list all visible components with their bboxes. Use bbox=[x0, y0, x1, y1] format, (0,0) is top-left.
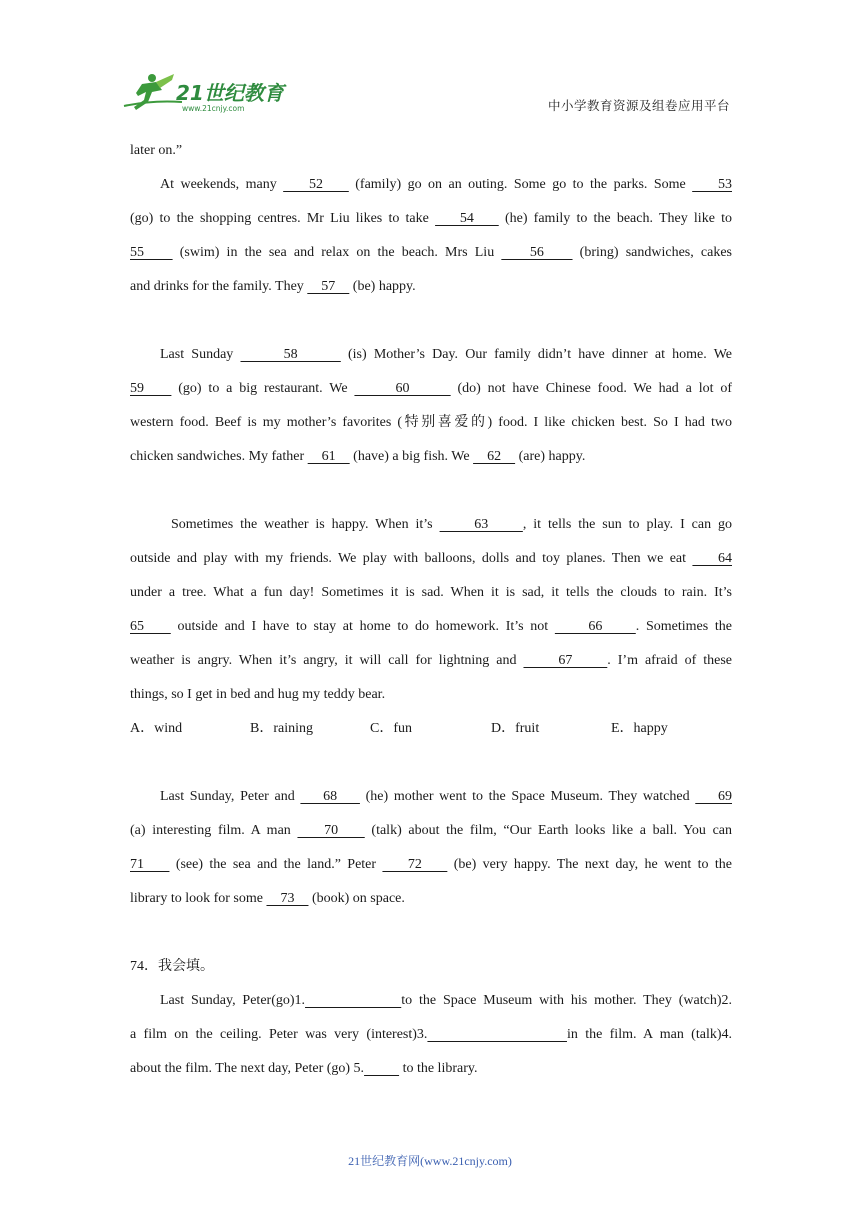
blank-64: 64 bbox=[692, 551, 732, 566]
svg-text:21世纪教育: 21世纪教育 bbox=[176, 81, 284, 105]
blank-55: 55 bbox=[130, 245, 173, 260]
passage-1-line-4: and drinks for the family. They 57 (be) happy. bbox=[130, 279, 416, 294]
blank-56: 56 bbox=[501, 245, 573, 260]
blank-60: 60 bbox=[354, 381, 451, 396]
blank-71: 71 bbox=[130, 857, 170, 872]
question-74-line-2: a film on the ceiling. Peter was very (interest)3. in the film. A man (talk)4. bbox=[130, 1027, 732, 1042]
blank-62: 62 bbox=[473, 449, 516, 464]
option-b: B．raining bbox=[250, 721, 313, 736]
passage-1-line-1: At weekends, many 52 (family) go on an outing. Some go to the parks. Some 53 bbox=[160, 177, 732, 192]
blank-q74-5 bbox=[364, 1061, 399, 1076]
option-c: C．fun bbox=[370, 721, 412, 736]
question-74-title: 74．我会填。 bbox=[130, 959, 214, 974]
document-body bbox=[130, 134, 732, 1086]
passage-3-line-4: 65 outside and I have to stay at home to do homework. It’s not 66 . Sometimes the bbox=[130, 619, 732, 634]
logo-21cnjy bbox=[122, 70, 292, 114]
blank-72: 72 bbox=[382, 857, 448, 872]
blank-52: 52 bbox=[283, 177, 349, 192]
option-d: D．fruit bbox=[491, 721, 540, 736]
passage-4-line-4: library to look for some 73 (book) on space. bbox=[130, 891, 405, 906]
question-74-line-1: Last Sunday, Peter(go)1. to the Space Museum with his mother. They (watch)2. bbox=[160, 993, 732, 1008]
passage-2-line-1: Last Sunday 58 (is) Mother’s Day. Our family didn’t have dinner at home. We bbox=[160, 347, 732, 362]
blank-65: 65 bbox=[130, 619, 171, 634]
footer-site-text: 21世纪教育网(www.21cnjy.com) bbox=[348, 1154, 512, 1168]
blank-q74-3 bbox=[427, 1027, 567, 1042]
blank-69: 69 bbox=[695, 789, 732, 804]
blank-53: 53 bbox=[692, 177, 732, 192]
blank-63: 63 bbox=[439, 517, 523, 532]
passage-3-line-6: things, so I get in bed and hug my teddy bear. bbox=[130, 687, 386, 702]
blank-61: 61 bbox=[307, 449, 350, 464]
passage-4-line-2: (a) interesting film. A man 70 (talk) about the film, “Our Earth looks like a ball. You can bbox=[130, 823, 732, 838]
passage-4-line-3: 71 (see) the sea and the land.” Peter 72 (be) very happy. The next day, he went to the bbox=[130, 857, 732, 872]
passage-1-line-3: 55 (swim) in the sea and relax on the beach. Mrs Liu 56 (bring) sandwiches, cakes bbox=[130, 245, 732, 260]
passage-2-line-2: 59 (go) to a big restaurant. We 60 (do) not have Chinese food. We had a lot of bbox=[130, 381, 732, 396]
passage-2-line-4: chicken sandwiches. My father 61 (have) a big fish. We 62 (are) happy. bbox=[130, 449, 586, 464]
answer-options bbox=[130, 712, 732, 746]
blank-54: 54 bbox=[435, 211, 499, 226]
blank-68: 68 bbox=[300, 789, 360, 804]
passage-1-line-2: (go) to the shopping centres. Mr Liu likes to take 54 (he) family to the beach. They like to bbox=[130, 211, 732, 226]
header-platform-text: 中小学教育资源及组卷应用平台 bbox=[547, 98, 730, 113]
blank-q74-1 bbox=[305, 993, 401, 1008]
text-line: later on.” bbox=[130, 143, 183, 158]
passage-2-line-3: western food. Beef is my mother’s favorites (特别喜爱的) food. I like chicken best. So I had two bbox=[130, 415, 732, 430]
blank-57: 57 bbox=[307, 279, 350, 294]
blank-59: 59 bbox=[130, 381, 172, 396]
passage-3-line-2: outside and play with my friends. We play with balloons, dolls and toy planes. Then we eat 64 bbox=[130, 551, 732, 566]
passage-4-line-1: Last Sunday, Peter and 68 (he) mother went to the Space Museum. They watched 69 bbox=[160, 789, 732, 804]
blank-67: 67 bbox=[523, 653, 608, 668]
blank-66: 66 bbox=[554, 619, 636, 634]
option-e: E．happy bbox=[611, 721, 668, 736]
blank-58: 58 bbox=[240, 347, 341, 362]
question-74-line-3: about the film. The next day, Peter (go) 5. to the library. bbox=[130, 1061, 478, 1076]
passage-3-line-5: weather is angry. When it’s angry, it will call for lightning and 67 . I’m afraid of these bbox=[130, 653, 732, 668]
option-a: A．wind bbox=[130, 721, 183, 736]
svg-text:www.21cnjy.com: www.21cnjy.com bbox=[182, 104, 245, 113]
passage-3-line-1: Sometimes the weather is happy. When it’s 63 , it tells the sun to play. I can go bbox=[171, 517, 732, 532]
blank-73: 73 bbox=[266, 891, 309, 906]
blank-70: 70 bbox=[297, 823, 365, 838]
passage-3-line-3: under a tree. What a fun day! Sometimes it is sad. When it is sad, it tells the clouds to rain. It’s bbox=[130, 585, 732, 600]
